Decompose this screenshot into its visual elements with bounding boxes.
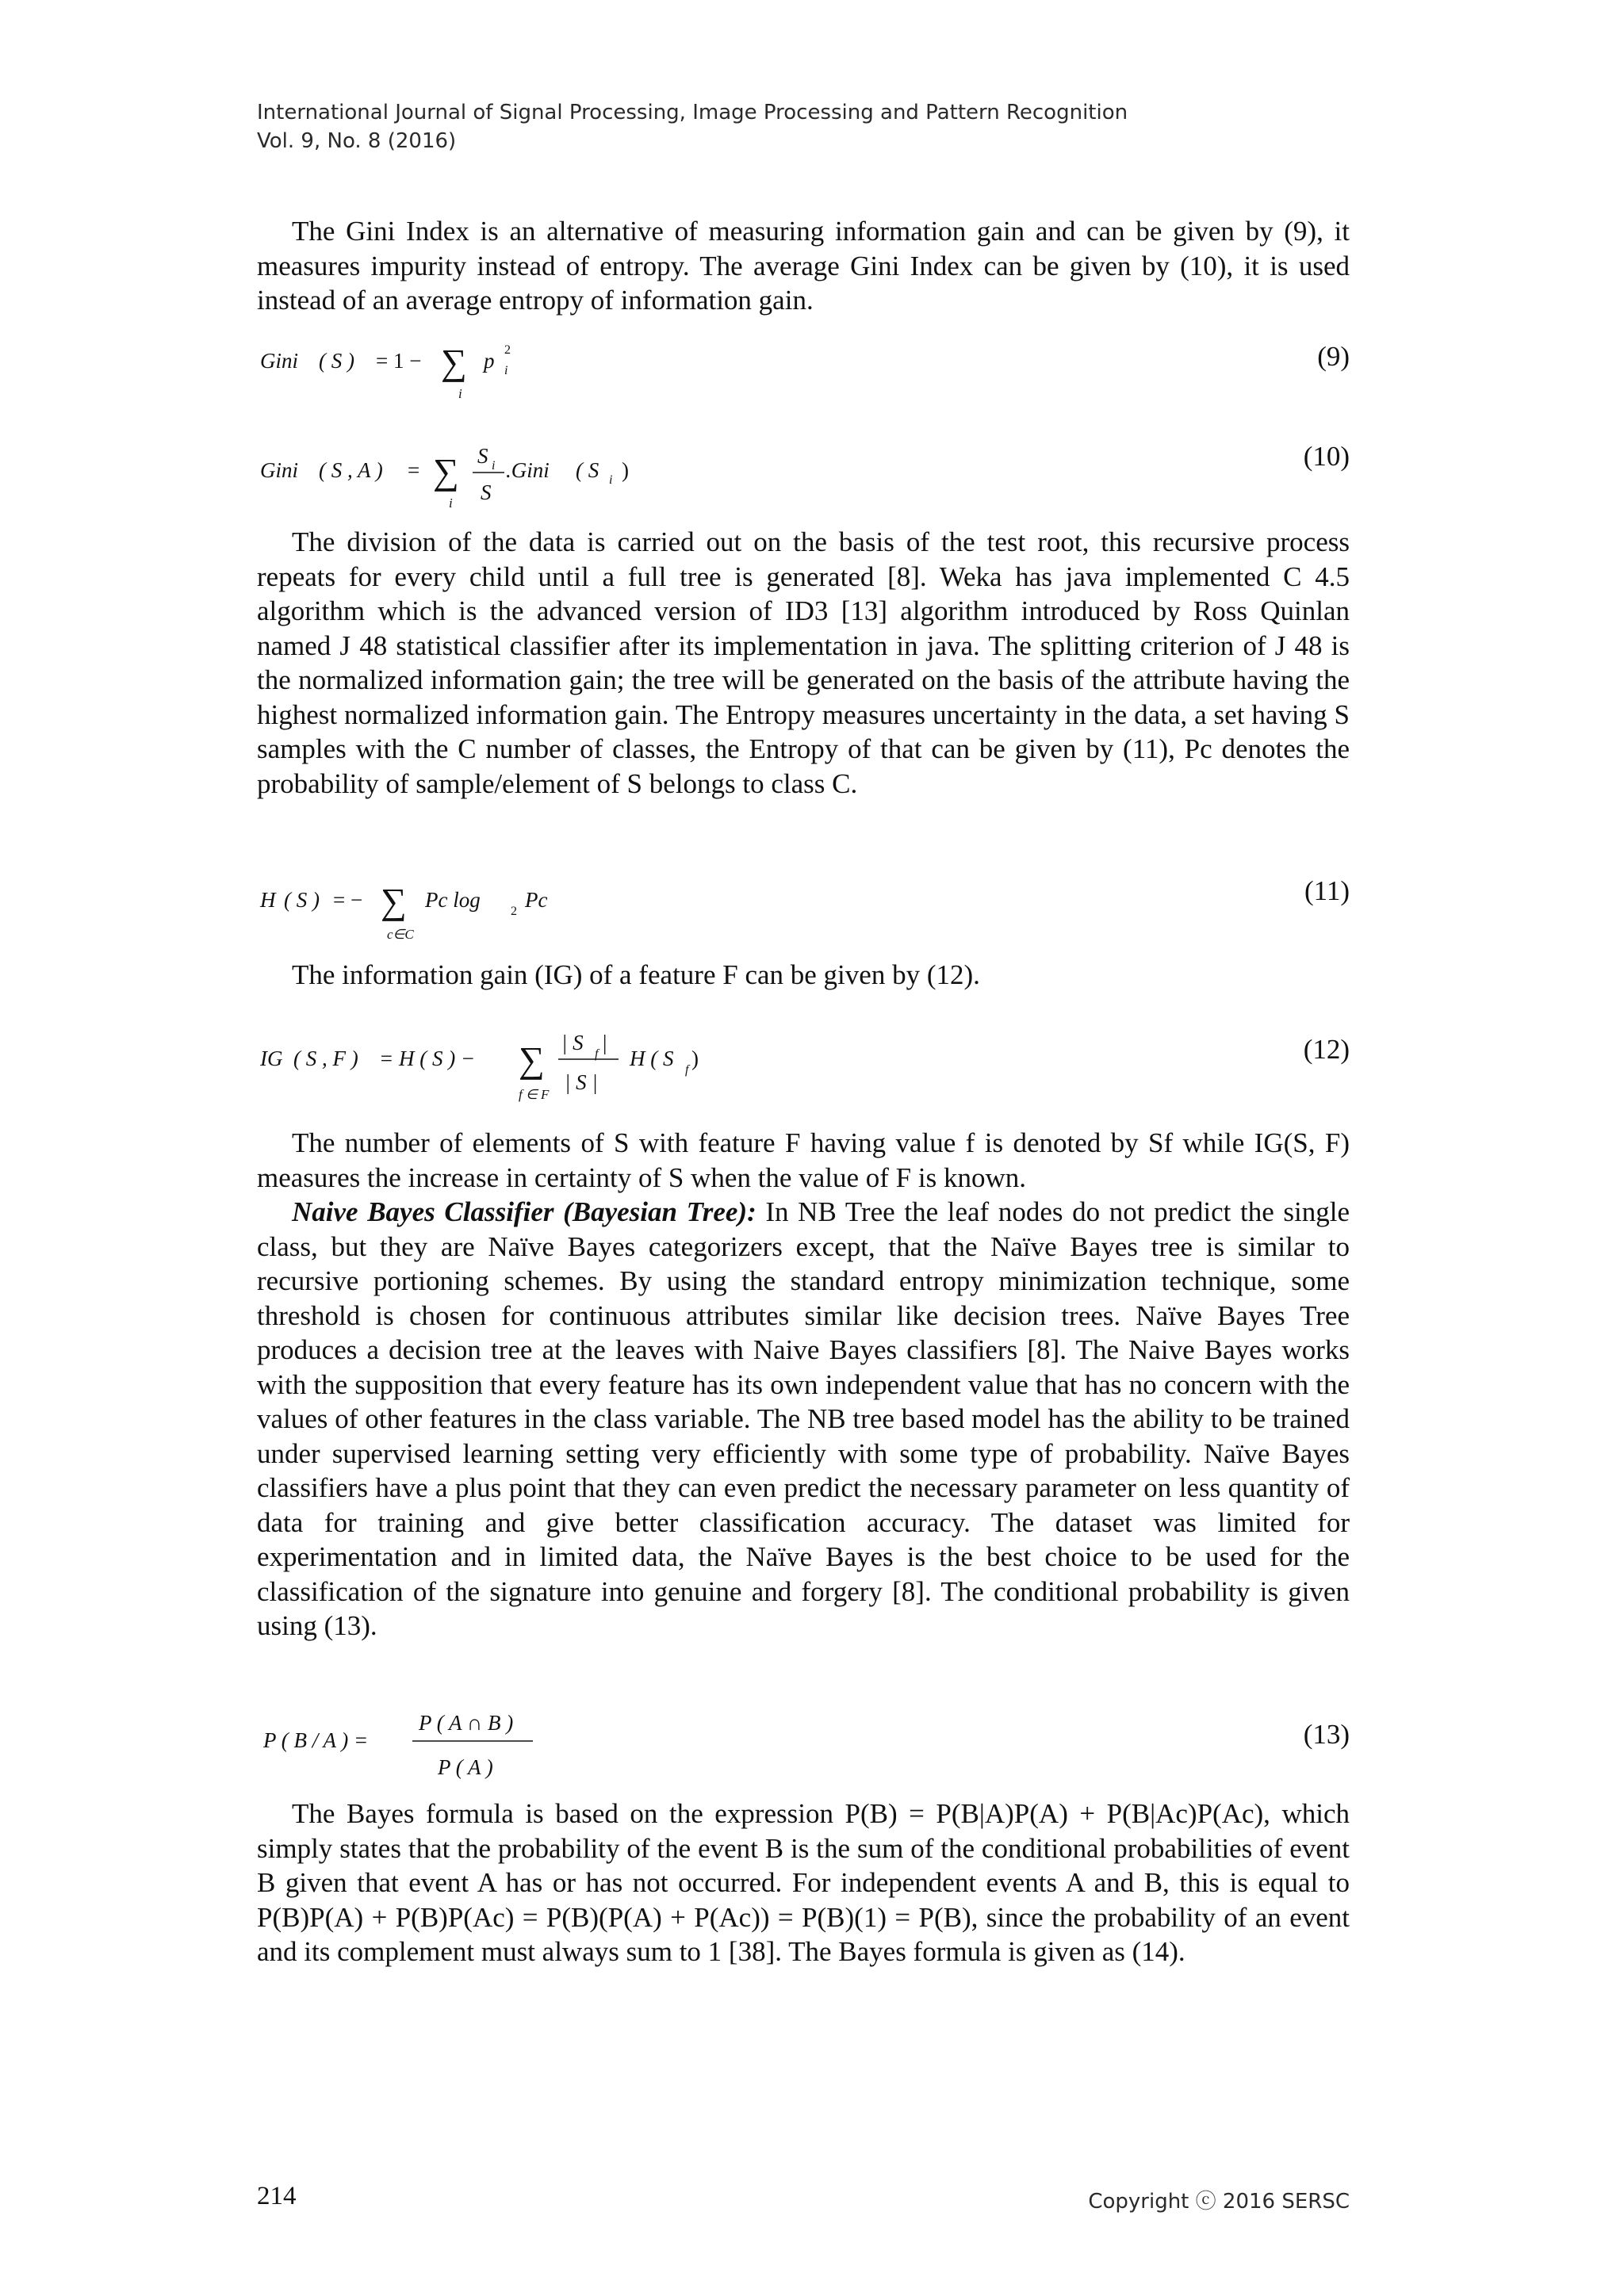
- equation-9: [257, 339, 1350, 403]
- running-header: [257, 98, 1128, 155]
- eq12-numerator-sub: f: [595, 1047, 599, 1061]
- paragraph-text: [257, 1126, 1350, 1195]
- page-number: 214: [257, 2182, 297, 2210]
- eq9-sum-sub: i: [458, 386, 462, 401]
- sf-text: The number of elements of S with feature F having value f is denoted by Sf while IG(S, F) measures the increase in certainty of S when the value of F is known.: [257, 1127, 1350, 1193]
- eq9-sup: 2: [504, 343, 511, 357]
- section-heading: Naive Bayes Classifier (Bayesian Tree):: [292, 1196, 756, 1227]
- paragraph-gini-intro: [257, 214, 1350, 318]
- equation-12: [257, 1018, 1350, 1105]
- eq12-tail-close: ): [691, 1047, 699, 1070]
- eq12-sum: ∑: [519, 1039, 545, 1080]
- paragraph-text: The Bayes formula is based on the expression P(B) = P(B|A)P(A) + P(B|Ac)P(Ac), which simply states that the probability of the event B is the sum of the conditional probabilities of event B given that event A has or has not occurred. For independent events A and B, this is equal to P(B)P(A) + P(B)P(Ac) = P(B)(P(A) + P(Ac)) = P(B)(1) = P(B), since the probability of an event and its complement must always sum to 1 [38]. The Bayes formula is given as (14).: [257, 1798, 1350, 1967]
- equation-12-formula: [257, 1018, 860, 1105]
- paragraph-bayes-formula: [257, 1797, 1350, 1969]
- eq10-numerator: S: [477, 444, 488, 468]
- eq11-lhs: H: [260, 888, 276, 912]
- equation-10-number: (10): [1303, 441, 1350, 472]
- equation-11-formula: [257, 875, 860, 947]
- eq11-sum: ∑: [381, 881, 407, 921]
- eq11-eq: = −: [333, 888, 363, 912]
- eq9-arg: ( S ): [319, 349, 354, 373]
- eq10-tail-sub: i: [609, 473, 613, 487]
- eq9-sum: ∑: [441, 342, 467, 382]
- eq12-lhs: IG: [260, 1047, 283, 1070]
- eq10-lhs: Gini: [260, 458, 299, 482]
- paragraph-text: The information gain (IG) of a feature F can be given by (12).: [292, 959, 980, 990]
- eq11-term2: Pc: [525, 888, 548, 912]
- eq12-denominator: | S |: [565, 1070, 598, 1094]
- eq9-term: p: [484, 349, 495, 373]
- equation-10: [257, 438, 1350, 509]
- eq10-eq: =: [408, 458, 420, 482]
- equation-13-number: (13): [1303, 1719, 1350, 1750]
- eq9-term-sub: i: [504, 364, 508, 377]
- eq10-sum: ∑: [433, 451, 459, 492]
- eq10-tail-arg: ( S: [576, 458, 599, 482]
- eq12-tail: H ( S: [630, 1047, 674, 1070]
- paragraph-j48: [257, 525, 1350, 801]
- copyright-notice: Copyright ⓒ 2016 SERSC: [1088, 2190, 1350, 2214]
- paragraph-text: The Gini Index is an alternative of measuring information gain and can be given by (9), it measures impurity instead of entropy. The average Gini Index can be given by (10), it is used instead of an average entropy of information gain.: [257, 216, 1350, 316]
- eq10-arg: ( S , A ): [319, 458, 383, 482]
- eq12-eq: = H ( S ) −: [379, 1047, 476, 1070]
- eq11-arg: ( S ): [284, 888, 320, 912]
- paragraph-info-gain: [257, 958, 1350, 993]
- equation-11-number: (11): [1304, 875, 1350, 906]
- eq12-numerator: | S: [561, 1031, 584, 1054]
- eq10-numerator-sub: i: [492, 459, 496, 473]
- paragraph-naive-bayes: [257, 1126, 1350, 1644]
- eq12-arg: ( S , F ): [293, 1047, 358, 1070]
- paragraph-text: The division of the data is carried out on the basis of the test root, this recursive process repeats for every child until a full tree is generated [8]. Weka has java implemented C 4.5 algorithm which is the advanced version of ID3 [13] algorithm introduced by Ross Quinlan named J 48 statistical classifier after its implementation in java. The splitting criterion of J 48 is the normalized information gain; the tree will be generated on the basis of the attribute having the highest normalized information gain. The Entropy measures uncertainty in the data, a set having S samples with the C number of classes, the Entropy of that can be given by (11), Pc denotes the probability of sample/element of S belongs to class C.: [257, 526, 1350, 799]
- eq12-tail-sub: f: [685, 1063, 689, 1077]
- equation-12-number: (12): [1303, 1034, 1350, 1065]
- eq12-numerator-close: |: [603, 1031, 607, 1054]
- eq13-lhs: P ( B / A ) =: [263, 1728, 369, 1752]
- eq12-sum-sub: f ∈ F: [519, 1087, 550, 1102]
- equation-9-number: (9): [1317, 341, 1350, 372]
- equation-11: [257, 875, 1350, 947]
- eq11-term: Pc log: [425, 888, 481, 912]
- journal-title: International Journal of Signal Processing, Image Processing and Pattern Recognition: [257, 101, 1128, 124]
- eq9-lhs: Gini: [260, 349, 299, 373]
- eq10-tail: .Gini: [506, 458, 550, 482]
- eq13-denominator: P ( A ): [438, 1755, 493, 1779]
- eq11-log-sub: 2: [511, 905, 517, 918]
- paragraph-text: [257, 1195, 1350, 1644]
- eq10-tail-close: ): [622, 458, 629, 482]
- eq10-sum-sub: i: [449, 496, 453, 509]
- equation-13: [257, 1706, 1350, 1785]
- equation-13-formula: [257, 1706, 860, 1785]
- eq10-denominator: S: [481, 480, 492, 504]
- eq11-sum-sub: c∈C: [387, 927, 414, 942]
- nb-text: In NB Tree the leaf nodes do not predict the single class, but they are Naïve Bayes categorizers except, that the Naïve Bayes tree is similar to recursive portioning schemes. By using the standard entropy minimization technique, some threshold is chosen for continuous attributes similar like decision trees. Naïve Bayes Tree produces a decision tree at the leaves with Naive Bayes classifiers [8]. The Naive Bayes works with the supposition that every feature has its own independent value that has no concern with the values of other features in the class variable. The NB tree based model has the ability to be trained under supervised learning setting very efficiently with some type of probability. Naïve Bayes classifiers have a plus point that they can even predict the necessary parameter on less quantity of data for training and give better classification accuracy. The dataset was limited for experimentation and in limited data, the Naïve Bayes is the best choice to be used for the classification of the signature into genuine and forgery [8]. The conditional probability is given using (13).: [257, 1196, 1350, 1641]
- equation-10-formula: [257, 438, 860, 509]
- volume-info: Vol. 9, No. 8 (2016): [257, 129, 457, 153]
- equation-9-formula: [257, 339, 812, 403]
- eq13-numerator: P ( A ∩ B ): [419, 1711, 514, 1735]
- eq9-rest: = 1 −: [376, 349, 422, 373]
